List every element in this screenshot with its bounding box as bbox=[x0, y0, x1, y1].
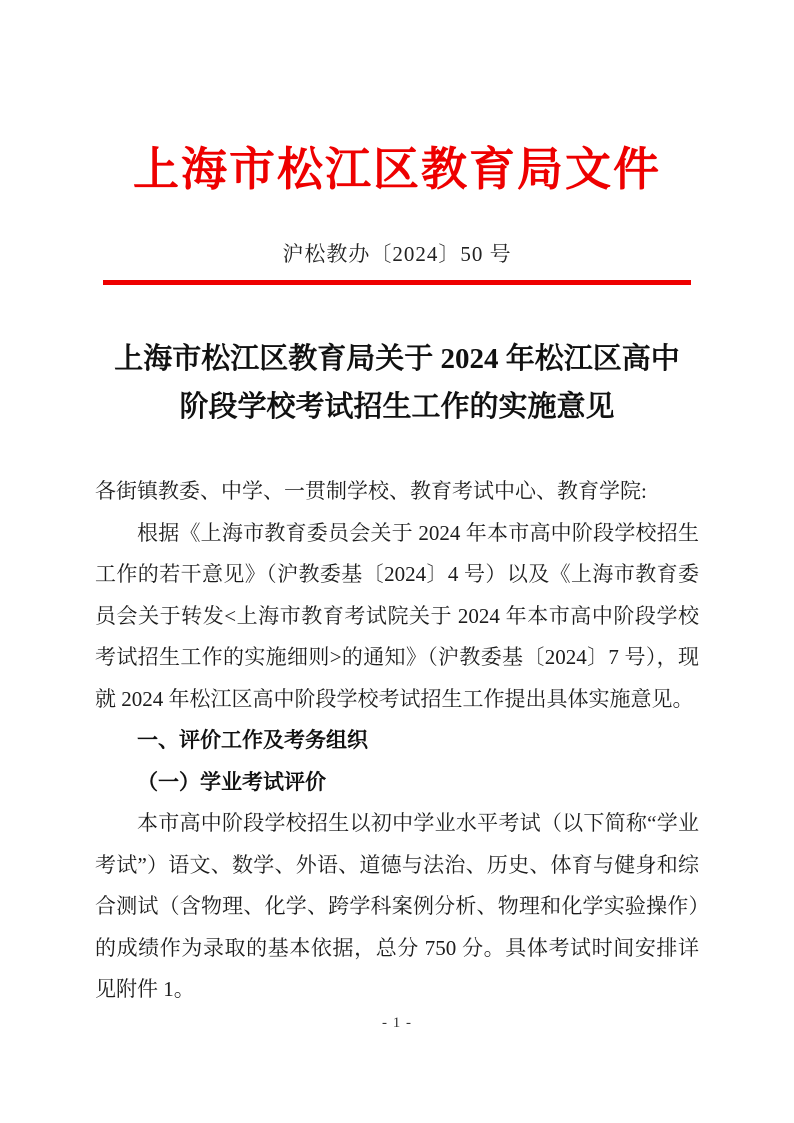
section-heading-1: 一、评价工作及考务组织 bbox=[137, 729, 368, 752]
agency-letterhead-title: 上海市松江区教育局文件 bbox=[133, 144, 661, 195]
document-title bbox=[95, 335, 699, 431]
salutation-line: 各街镇教委、中学、一贯制学校、教育考试中心、教育学院: bbox=[95, 479, 647, 503]
document-title-line-1: 上海市松江区教育局关于 2024 年松江区高中 bbox=[114, 343, 680, 375]
document-number: 沪松教办〔2024〕50 号 bbox=[282, 242, 512, 266]
page-number: - 1 - bbox=[382, 1015, 412, 1031]
paragraph-exam-evaluation: 本市高中阶段学校招生以初中学业水平考试（以下简称“学业考试”）语文、数学、外语、道德与法治、历史、体育与健身和综合测试（含物理、化学、跨学科案例分析、物理和化学实验操作）的成绩作为录取的基本依据，总分 750 分。具体考试时间安排详见附件 1。 bbox=[95, 811, 699, 1001]
subsection-heading-1-1: （一）学业考试评价 bbox=[137, 769, 326, 794]
letterhead-divider-rule bbox=[103, 280, 691, 285]
document-title-line-2: 阶段学校考试招生工作的实施意见 bbox=[179, 391, 615, 423]
document-body bbox=[95, 471, 699, 1011]
paragraph-basis: 根据《上海市教育委员会关于 2024 年本市高中阶段学校招生工作的若干意见》（沪教委基〔2024〕4 号）以及《上海市教育委员会关于转发<上海市教育考试院关于 2024 年本市高中阶段学校考试招生工作的实施细则>的通知》（沪教委基〔2024〕7 号），现就 2024 年松江区高中阶段学校考试招生工作提出具体实施意见。 bbox=[95, 520, 699, 711]
